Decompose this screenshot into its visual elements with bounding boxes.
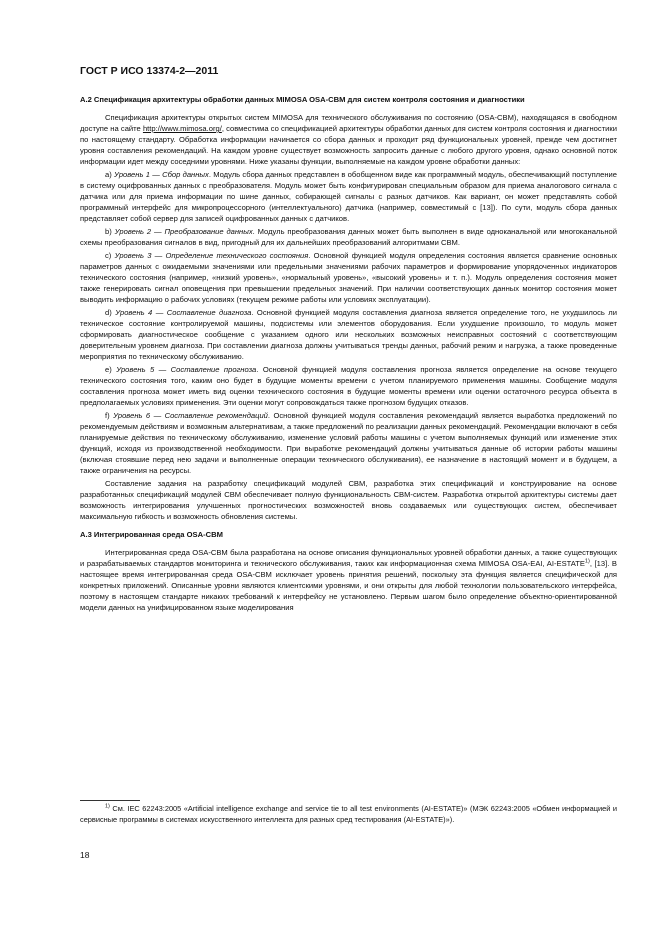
list-item-prefix: d) (105, 308, 116, 317)
list-item-level-2 (80, 226, 617, 248)
list-item-text: . Модуль сбора данных представлен в обобщенном виде как программный модуль, обеспечивающий поступление в систему оцифрованных данных с преобразователя. Модуль может быть конфигурирован специальным образом для приема аналогового сигнала с датчика или для приема информации по шине данных, собирающей сигналы с разных датчиков. Как вариант, он может представлять собой программный интерфейс для микропроцессорного (интеллектуального) датчика (например, совместимый с [13]). По сути, модуль сбора данных представляет собой сервер для записей оцифрованных данных с датчиков. (80, 170, 617, 223)
list-item-prefix: f) (105, 411, 114, 420)
list-item-title: Уровень 5 — Составление прогноза (116, 365, 257, 374)
list-item-prefix: b) (105, 227, 115, 236)
list-item-title: Уровень 4 — Составление диагноза (115, 308, 252, 317)
list-item-text: . Основной функцией модуля составления прогноза является определение на основе текущего технического состояния того, каким оно будет в будущие моменты времени с учетом планируемого применения машины. Сообщение модуля составления прогноза может иметь вид оценки технического состояния в будущие моменты времени или оценки остаточного ресурса объекта в предполагаемых условиях применения. Эти оценки могут сопровождаться также прогнозом будущих отказов. (80, 365, 617, 407)
list-item-title: Уровень 1 — Сбор данных (114, 170, 209, 179)
footnote (80, 803, 617, 825)
intro-text-2: , совместима со спецификацией архитектуры обработки данных для систем контроля состояния и диагностики по настоящему стандарту. Обработка информации начинается со сбора данных и проходит ряд функциональных уровней, прежде чем достигнет уровня составления рекомендаций. На каждом уровне существует возможность запросить данные с любого другого уровня, однако основной поток информации идет между соседними уровнями. Ниже указаны функции, выполняемые на каждом уровне обработки данных: (80, 124, 617, 166)
list-item-title: Уровень 2 — Преобразование данных (114, 227, 253, 236)
section-a3-title: А.3 Интегрированная среда OSA-CBM (80, 530, 223, 539)
a3-text-2: , [13]. В настоящее время интегрированная среда OSA-CBM исключает уровень принятия решений, поскольку эта функция является специфической для конкретных приложений. Описанные уровни являются клиентскими уровнями, и они открыты для любой технологии пользовательского интерфейса, поэтому в настоящем стандарте никаких требований к интерфейсу не установлено. Первым шагом было определение объектно-ориентированной модели данных на унифицированном языке моделирования (80, 559, 617, 612)
section-a2-title: А.2 Спецификация архитектуры обработки данных MIMOSA OSA-CBM для систем контроля состояния и диагностики (80, 95, 525, 104)
intro-text-1: Спецификация архитектуры открытых систем MIMOSA для технического обслуживания по состоянию (OSA-CBM), находящаяся в свободном доступе на сайте (80, 113, 617, 133)
list-item-level-6 (80, 410, 617, 476)
list-item-text: . Модуль преобразования данных может быть выполнен в виде одноканальной или многоканальной схемы преобразования сигналов в вид, пригодный для их дальнейших преобразований алгоритмами СВМ. (80, 227, 617, 247)
page-number: 18 (80, 850, 90, 860)
list-item-prefix: c) (105, 251, 115, 260)
list-item-text: . Основной функцией модуля определения состояния является сравнение основных параметров данных с ожидаемыми значениями или предельными значениями рабочих параметров и формирование упорядоченных индикаторов технического состояния (например, «низкий уровень», «нормальный уровень», «высокий уровень» и т. п.). Модуль определения состояния может также генерировать сигнал оповещения при превышении предельных значений. При наличии соответствующих данных монитор состояния может выводить информацию о рабочих условиях (текущем режиме работы или условиях эксплуатации). (80, 251, 617, 304)
mimosa-link[interactable]: http://www.mimosa.org/ (142, 124, 222, 133)
paragraph-intro (80, 112, 617, 167)
paragraph-closing: Составление задания на разработку спецификаций модулей СВМ, разработка этих спецификаций и конструирование на основе разработанных спецификаций модулей СВМ обеспечивает полную функциональность СВМ-систем. Разработка открытой архитектуры системы дает возможность интегрирования улучшенных прогностических возможностей вновь создаваемых или существующих систем, обеспечивает максимальную гибкость и возможность обновления системы. (80, 479, 617, 521)
list-item-prefix: а) (105, 170, 115, 179)
list-item-title: Уровень 6 — Составление рекомендаций (113, 411, 268, 420)
list-item-level-5 (80, 364, 617, 408)
list-item-level-3 (80, 250, 617, 305)
document-body (80, 94, 617, 615)
footnote-marker: 1) (105, 803, 110, 810)
footnote-text: См. IEC 62243:2005 «Artificial intelligence exchange and service tie to all test environments (AI-ESTATE)» (МЭК 62243:2005 «Обмен информацией и сервисные программы в системах искусственного интеллекта для разных сред тестирования (AI-ESTATE)»). (80, 804, 617, 824)
paragraph-a3 (80, 547, 617, 613)
footnote-reference[interactable]: 1) (584, 558, 590, 565)
list-item-prefix: e) (105, 365, 117, 374)
list-item-level-1 (80, 169, 617, 224)
list-item-title: Уровень 3 — Определение технического состояния (114, 251, 309, 260)
document-header: ГОСТ Р ИСО 13374-2—2011 (80, 65, 219, 77)
list-item-text: . Основной функцией модуля составления рекомендаций является выработка предложений по рекомендуемым действиям и возможным альтернативам, а также предложений по реализации данных рекомендаций. Рекомендации включают в себя планируемые действия по техническому обслуживанию, изменение условий работы машины с учетом выполняемых функций или изменение этих функций, исходя из производственной необходимости. При выработке рекомендаций должны учитываться данные об истории работы машины (включая стоявшие перед нею задачи и выполненные операции технического обслуживания), ее назначение в настоящий момент и в будущем, а также ограничения на ресурсы. (80, 411, 617, 475)
footnote-divider (80, 800, 140, 801)
list-item-text: . Основной функцией модуля составления диагноза является определение того, не ухудшилось ли техническое состояние контролируемой машины, подсистемы или элементов оборудования. Если ухудшение произошло, то модуль может сформировать диагностическое сообщение с указанием одного или нескольких возможных неисправных состояний с соответствующим доверительным уровнем диагноза. При составлении диагноза должны учитываться тренды данных, рабочий режим и нагрузка, а также проведенные мероприятия по техническому обслуживанию. (80, 308, 617, 361)
a3-text-1: Интегрированная среда OSA-CBM была разработана на основе описания функциональных уровней обработки данных, а также существующих и разрабатываемых стандартов мониторинга и технического обслуживания, таких как информационная схема MIMOSA OSA-EAI, AI-ESTATE (80, 548, 617, 568)
list-item-level-4 (80, 307, 617, 362)
